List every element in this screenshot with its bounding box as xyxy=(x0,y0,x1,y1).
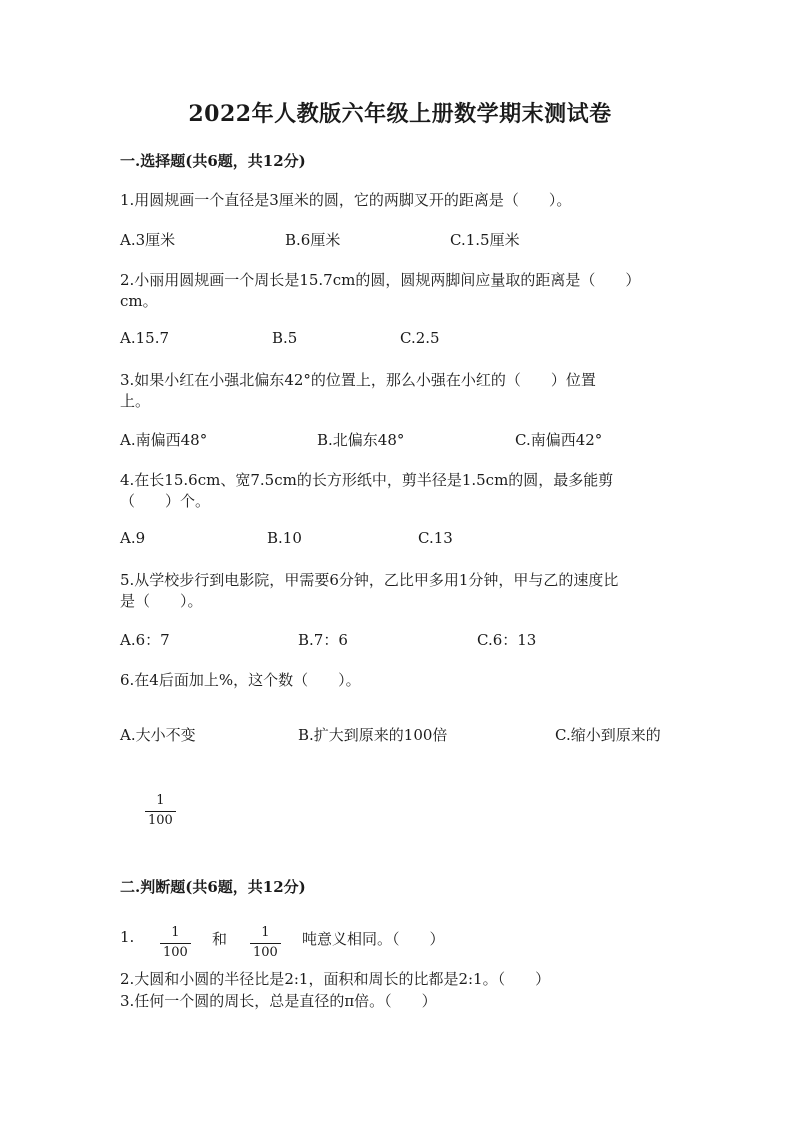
question-2-option-b: B.5 xyxy=(272,329,298,347)
question-4-text-line1: 4.在长15.6cm、宽7.5cm的长方形纸中，剪半径是1.5cm的圆，最多能剪 xyxy=(120,471,614,489)
question-1-option-a: A.3厘米 xyxy=(120,231,176,249)
question-5-option-a: A.6：7 xyxy=(120,631,170,649)
question-3-option-a: A.南偏西48° xyxy=(120,431,208,449)
fraction-numerator: 1 xyxy=(261,925,270,940)
question-3-text-line2: 上。 xyxy=(120,392,151,410)
judge-1-fraction-a xyxy=(160,921,191,961)
judge-3-text: 3.任何一个圆的周长，总是直径的π倍。（ ） xyxy=(120,992,437,1010)
question-6-option-c: C.缩小到原来的 xyxy=(555,726,661,744)
question-5-option-b: B.7：6 xyxy=(298,631,348,649)
question-5-option-c: C.6：13 xyxy=(477,631,537,649)
fraction-numerator: 1 xyxy=(171,925,180,940)
fraction-bar xyxy=(250,943,281,944)
question-5-text-line2: 是（ ）。 xyxy=(120,592,203,610)
question-6-option-a: A.大小不变 xyxy=(120,726,196,744)
judge-1-tail: 吨意义相同。（ ） xyxy=(302,930,445,948)
fraction-denominator: 100 xyxy=(163,944,188,960)
question-1-option-c: C.1.5厘米 xyxy=(450,231,520,249)
fraction-bar xyxy=(160,943,191,944)
question-4-option-c: C.13 xyxy=(418,529,453,547)
question-2-option-c: C.2.5 xyxy=(400,329,440,347)
section-2-heading: 二.判断题(共6题，共12分) xyxy=(120,878,306,896)
judge-1-conjunction: 和 xyxy=(212,930,228,948)
page-title: 2022年人教版六年级上册数学期末测试卷 xyxy=(188,101,612,127)
judge-2-text: 2.大圆和小圆的半径比是2:1，面积和周长的比都是2:1。（ ） xyxy=(120,970,551,988)
question-6-fraction xyxy=(145,789,176,829)
fraction-denominator: 100 xyxy=(148,812,173,828)
question-2-option-a: A.15.7 xyxy=(120,329,169,347)
judge-1-number: 1. xyxy=(120,928,135,946)
question-2-text-line1: 2.小丽用圆规画一个周长是15.7cm的圆，圆规两脚间应量取的距离是（ ） xyxy=(120,271,641,289)
question-4-option-a: A.9 xyxy=(120,529,146,547)
question-3-option-b: B.北偏东48° xyxy=(317,431,405,449)
section-1-heading: 一.选择题(共6题，共12分) xyxy=(120,152,306,170)
fraction-denominator: 100 xyxy=(253,944,278,960)
question-6-text: 6.在4后面加上%，这个数（ ）。 xyxy=(120,671,361,689)
fraction-numerator: 1 xyxy=(156,793,165,808)
question-4-text-line2: （ ）个。 xyxy=(120,492,211,510)
question-4-option-b: B.10 xyxy=(267,529,302,547)
question-2-text-line2: cm。 xyxy=(120,292,158,310)
question-5-text-line1: 5.从学校步行到电影院，甲需要6分钟，乙比甲多用1分钟，甲与乙的速度比 xyxy=(120,571,619,589)
question-1-option-b: B.6厘米 xyxy=(285,231,341,249)
judge-1-fraction-b xyxy=(250,921,281,961)
question-3-option-c: C.南偏西42° xyxy=(515,431,603,449)
fraction-bar xyxy=(145,811,176,812)
question-3-text-line1: 3.如果小红在小强北偏东42°的位置上，那么小强在小红的（ ）位置 xyxy=(120,371,596,389)
question-6-option-b: B.扩大到原来的100倍 xyxy=(298,726,448,744)
question-1-text: 1.用圆规画一个直径是3厘米的圆，它的两脚叉开的距离是（ ）。 xyxy=(120,191,572,209)
